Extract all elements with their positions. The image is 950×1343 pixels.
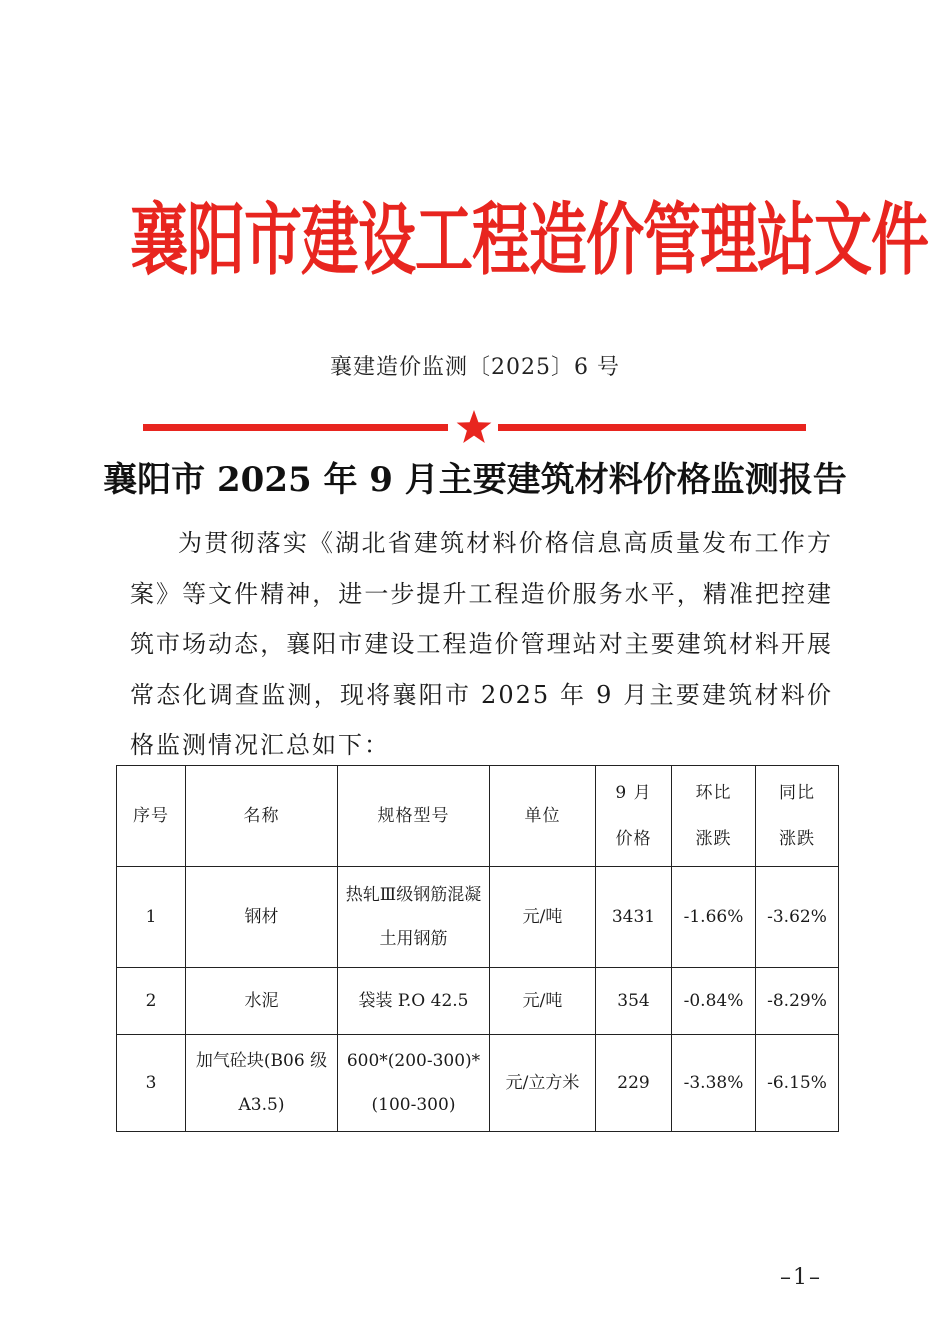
report-title: 襄阳市 2025 年 9 月主要建筑材料价格监测报告 <box>103 460 847 500</box>
document-number: 襄建造价监测〔2025〕6 号 <box>330 355 620 380</box>
row-price: 354 <box>596 968 672 1035</box>
header-yoy-line1: 同比 <box>779 783 815 803</box>
row-spec: 热轧Ⅲ级钢筋混凝土用钢筋 <box>338 867 490 968</box>
header-price-line1: 9 月 <box>615 783 652 803</box>
header-unit: 单位 <box>490 766 596 867</box>
table-header-row <box>117 766 839 867</box>
header-mom-line2: 涨跌 <box>695 829 732 849</box>
red-star-icon <box>455 408 493 446</box>
red-divider-left <box>143 424 448 431</box>
row-index: 1 <box>117 867 186 968</box>
row-mom: -1.66% <box>672 867 756 968</box>
row-yoy: -3.62% <box>756 867 839 968</box>
row-index: 2 <box>117 968 186 1035</box>
row-yoy: -8.29% <box>756 968 839 1035</box>
header-mom <box>672 766 756 867</box>
row-name: 钢材 <box>186 867 338 968</box>
row-unit: 元/立方米 <box>490 1035 596 1132</box>
row-price: 229 <box>596 1035 672 1132</box>
row-mom: -3.38% <box>672 1035 756 1132</box>
row-price: 3431 <box>596 867 672 968</box>
row-name: 水泥 <box>186 968 338 1035</box>
table-row <box>117 1035 839 1132</box>
row-yoy: -6.15% <box>756 1035 839 1132</box>
header-mom-line1: 环比 <box>695 783 732 803</box>
header-yoy <box>756 766 839 867</box>
org-header-title: 襄阳市建设工程造价管理站文件 <box>130 194 929 286</box>
row-spec: 600*(200-300)*(100-300) <box>338 1035 490 1132</box>
page-number: –1– <box>780 1265 822 1290</box>
row-name: 加气砼块(B06 级 A3.5) <box>186 1035 338 1132</box>
report-body-paragraph: 为贯彻落实《湖北省建筑材料价格信息高质量发布工作方案》等文件精神，进一步提升工程造价服务水平，精准把控建筑市场动态，襄阳市建设工程造价管理站对主要建筑材料开展常态化调查监测，现将襄阳市 2025 年 9 月主要建筑材料价格监测情况汇总如下： <box>130 529 833 759</box>
material-price-table <box>116 765 839 1132</box>
header-index: 序号 <box>117 766 186 867</box>
table-row <box>117 867 839 968</box>
row-unit: 元/吨 <box>490 867 596 968</box>
header-price <box>596 766 672 867</box>
row-index: 3 <box>117 1035 186 1132</box>
header-price-line2: 价格 <box>615 829 652 849</box>
row-spec: 袋装 P.O 42.5 <box>338 968 490 1035</box>
header-yoy-line2: 涨跌 <box>779 829 815 849</box>
header-spec: 规格型号 <box>338 766 490 867</box>
row-mom: -0.84% <box>672 968 756 1035</box>
header-name: 名称 <box>186 766 338 867</box>
red-divider-right <box>498 424 806 431</box>
row-unit: 元/吨 <box>490 968 596 1035</box>
table-row <box>117 968 839 1035</box>
